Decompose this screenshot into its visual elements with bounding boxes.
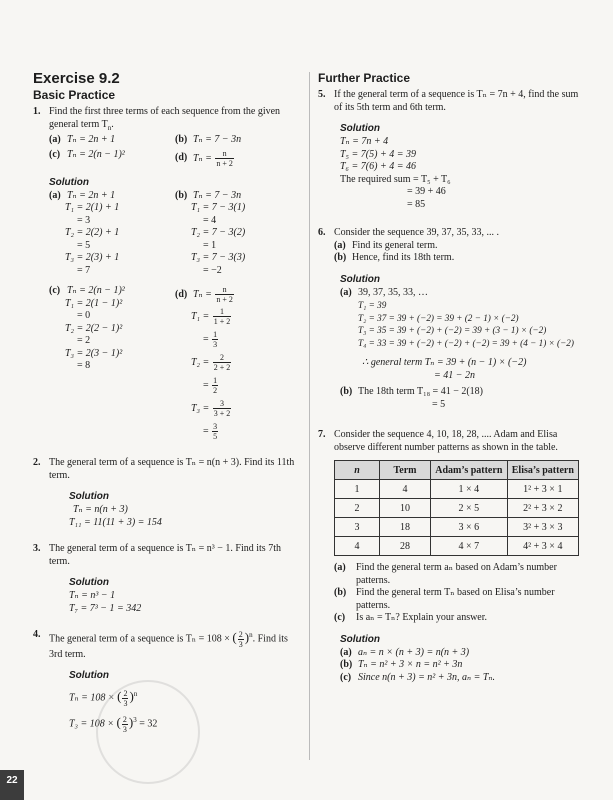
solution-5: Tₙ = 7n + 4 T₅ = 7(5) + 4 = 39 T₆ = 7(6) + 4 = 46 The required sum = T₅ + T₆ = 39 + 46 = 85 [340, 136, 451, 210]
table-header-row: n Term Adam’s pattern Elisa’s pattern [335, 461, 579, 480]
watermark-stamp [96, 680, 200, 784]
solution-heading: Solution [69, 577, 109, 588]
solution-heading: Solution [69, 670, 109, 682]
question-2: 2. The general term of a sequence is Tₙ = n(n + 3). Find its 11th term. [33, 457, 301, 482]
table-row: 3 18 3 × 6 3² + 3 × 3 [335, 518, 579, 537]
table-row: 1 4 1 × 4 1² + 3 × 1 [335, 480, 579, 499]
question-text: The general term of a sequence is Tₙ = n³ − 1. Find its 7th term. [49, 543, 281, 567]
solution-6: (a) 39, 37, 35, 33, … T₁ = 39 T₂ = 37 = 39 + (−2) = 39 + (2 − 1) × (−2) T₃ = 35 = 39 + (−2) + (−2) = 39 + (3 − 1) × (−2) T₄ = 33 = 39 + (−2) + (−2) + (−2) = 39 + (4 − 1) × (−2) ∴ general term Tₙ = 39 + (n − 1) × (−2) = 41 − 2n (b) The 18th term T₁₈ = 41 − 2(18) = 5 [340, 286, 574, 410]
pattern-table [334, 460, 579, 556]
solution-heading: Solution [340, 633, 380, 645]
question-text: Find the first three terms of each sequence from the given general term $T_n$. [49, 106, 281, 132]
solution-1cd: (c) Tₙ = 2(n − 1)² T₁ = 2(1 − 1)² = 0 T₂ = 2(2 − 1)² = 2 T₃ = 2(3 − 1)² = 8 (d) Tₙ = $\frac{n}{n + 2}$ T₁ = $\frac{1}{1 + 2}$ = $\frac{1}{3}$ T₂ = $\frac{2}{2 + 2}$ = $\frac{1}{2}$ T₃ = $\frac{3}{3 + 2}$ = $\frac{3}{5}$ [49, 285, 233, 442]
solution-heading: Solution [49, 176, 89, 188]
question-3: 3. The general term of a sequence is Tₙ = n³ − 1. Find its 7th term. [33, 543, 301, 568]
question-parts: (a) Tₙ = 2n + 1 (b) Tₙ = 7 − 3n [49, 134, 242, 145]
question-7: 7. Consider the sequence 4, 10, 18, 28, .... Adam and Elisa observe different number patterns as shown in the table. [318, 429, 586, 454]
solution-1ab: (a) Tₙ = 2n + 1 T₁ = 2(1) + 1 = 3 T₂ = 2(2) + 1 = 5 T₃ = 2(3) + 1 = 7 (b) Tₙ = 7 − 3n T₁ = 7 − 3(1) = 4 T₂ = 7 − 3(2) = 1 T₃ = 7 − 3(3) = −2 [49, 189, 246, 276]
question-text: The general term of a sequence is Tₙ = n(n + 3). Find its 11th term. [49, 457, 295, 481]
solution-heading: Solution [340, 273, 380, 285]
question-1: 1. Find the first three terms of each sequence from the given general term $T_n$. (a) Tₙ = 2n + 1 (b) Tₙ = 7 − 3n (c) Tₙ = 2(n − 1)² (d) Tₙ = $\frac{n}{n + 2}$ [33, 106, 301, 168]
question-5: 5. If the general term of a sequence is Tₙ = 7n + 4, find the sum of its 5th term and 6th term. [318, 89, 586, 114]
table-row: 2 10 2 × 5 2² + 3 × 2 [335, 499, 579, 518]
left-column: Exercise 9.2 Basic Practice 1. Find the first three terms of each sequence from the given general term $T_n$. (a) Tₙ = 2n + 1 (b) Tₙ = 7 − 3n (c) Tₙ = 2(n − 1)² (d) Tₙ = $\frac{n}{n + 2}$ Solution (a) Tₙ = 2n + 1 T₁ = 2(1) + 1 = 3 T₂ = 2(2) + 1 = 5 T₃ = 2(3) + 1 = 7 (b) Tₙ = 7 − 3n T₁ = 7 − 3(1) = 4 T₂ = 7 − 3(2) = 1 T₃ = 7 − 3(3) = −2 (c) Tₙ = 2(n − 1)² T₁ = 2(1 − 1)² = 0 T₂ = 2(2 − 1)² = 2 T₃ = 2(3 − 1)² = 8 (d) Tₙ = $\frac{n}{n + 2}$ T₁ = $\frac{1}{1 + 2}$ = $\frac{1}{3}$ T₂ = $\frac{2}{2 + 2}$ = $\frac{1}{2}$ T₃ = $\frac{3}{3 + 2}$ = $\frac{3}{5}$ 2. The general term of a sequence is Tₙ = n(n + 3). Find its 11th term. Solution Tₙ = n(n + 3) T₁₁ = 11(11 + 3) = 154 3. The general term of a sequence is Tₙ = n³ − 1. Find its 7th term. Solution Tₙ = n³ − 1 T₇ = 7³ − 1 = 342 4. The general term of a sequence is Tₙ = 108 × ( $\frac{2}{3}$ )$^n$. Find its 3rd term. Solution Tₙ = 108 × ( $\frac{2}{3}$ )$^n$ T₃ = 108 × ( $\frac{2}{3}$ )$^3$ = 32 [33, 70, 301, 736]
question-text: If the general term of a sequence is Tₙ = 7n + 4, find the sum of its 5th term and 6th term. [334, 89, 579, 113]
solution-7: (a) aₙ = n × (n + 3) = n(n + 3) (b) Tₙ = n² + 3 × n = n² + 3n (c) Since n(n + 3) = n² + 3n, aₙ = Tₙ. [340, 646, 495, 683]
question-4: 4. The general term of a sequence is Tₙ = 108 × ( $\frac{2}{3}$ )$^n$. Find its 3rd term. [33, 629, 301, 661]
question-number: 1. [33, 106, 41, 117]
question-text: The general term of a sequence is Tₙ = 108 × ( $\frac{2}{3}$ )$^n$. Find its 3rd term. [49, 629, 288, 660]
question-7-parts: (a) Find the general term aₙ based on Adam’s number patterns. (b) Find the general term Tₙ based on Elisa’s number patterns. (c) Is aₙ = Tₙ? Explain your answer. [334, 562, 557, 623]
page-number: 22 [0, 770, 24, 800]
solution-heading: Solution [69, 491, 109, 502]
table-row: 4 28 4 × 7 4² + 3 × 4 [335, 537, 579, 556]
question-6: 6. Consider the sequence 39, 37, 35, 33, ... . (a) Find its general term. (b) Hence, find its 18th term. [318, 227, 586, 265]
question-text: Consider the sequence 39, 37, 35, 33, ... . [334, 227, 499, 238]
column-divider [309, 72, 310, 760]
section-title-further: Further Practice [318, 71, 411, 85]
question-text: Consider the sequence 4, 10, 18, 28, .... Adam and Elisa observe different number patterns as shown in the table. [334, 429, 558, 453]
right-column [318, 70, 586, 684]
solution-heading: Solution [340, 123, 380, 134]
section-title-basic: Basic Practice [33, 88, 116, 102]
exercise-title: Exercise 9.2 [33, 70, 120, 87]
